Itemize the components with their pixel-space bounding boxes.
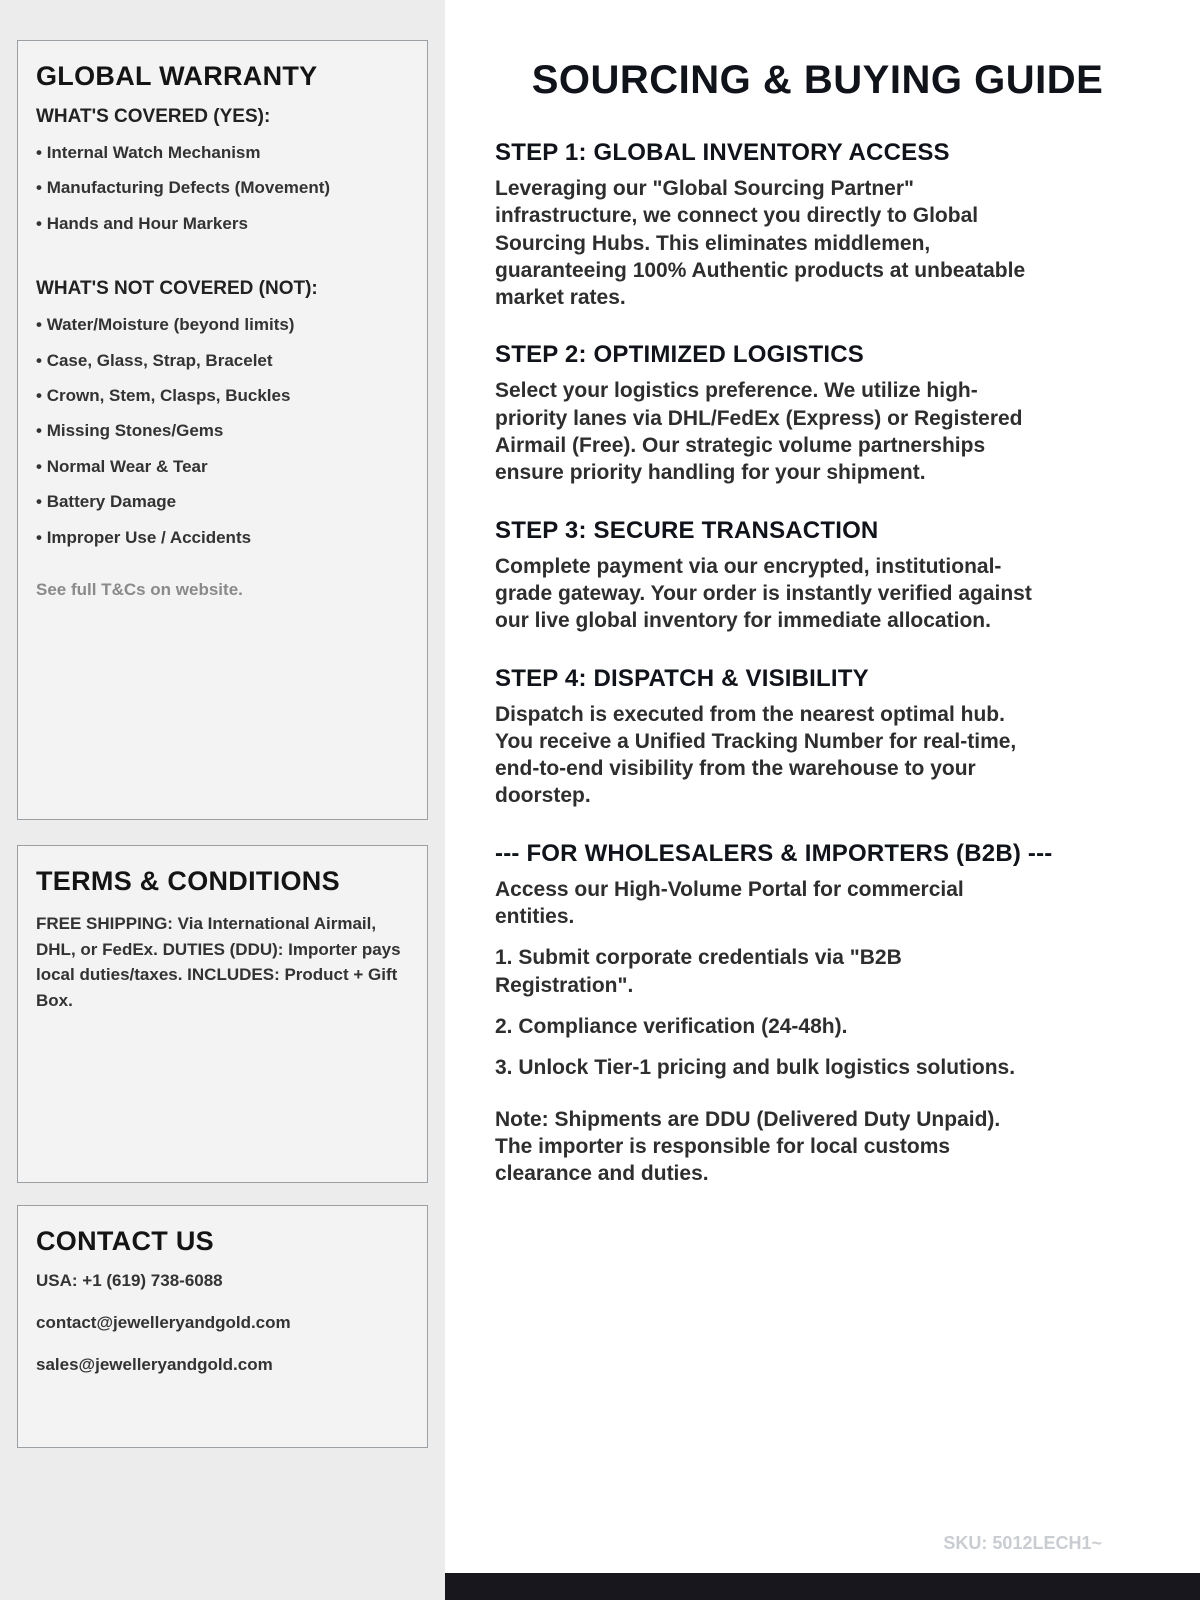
covered-heading: WHAT'S COVERED (YES):	[36, 106, 271, 127]
terms-title: TERMS & CONDITIONS	[36, 866, 340, 896]
section-paragraph: Dispatch is executed from the nearest optimal hub. You receive a Unified Tracking Number for real-time, end-to-end visibility from the warehouse to your doorstep.	[495, 702, 1017, 808]
list-item: • Hands and Hour Markers	[36, 214, 409, 234]
global-warranty-box	[17, 40, 428, 820]
section-paragraph: Leveraging our "Global Sourcing Partner" infrastructure, we connect you directly to Global Sourcing Hubs. This eliminates middlemen, guaranteeing 100% Authentic products at unbeatable market rates.	[495, 177, 1026, 310]
list-item: • Manufacturing Defects (Movement)	[36, 178, 409, 198]
b2b-step-2: 2. Compliance verification (24-48h).	[495, 1014, 848, 1038]
list-item: • Internal Watch Mechanism	[36, 143, 409, 163]
section-b2b	[495, 840, 1140, 1188]
contact-us-box	[17, 1205, 428, 1448]
terms-conditions-box	[17, 845, 428, 1183]
section-step-3	[495, 517, 1140, 635]
contact-email-primary: contact@jewelleryandgold.com	[36, 1313, 291, 1332]
list-item: • Normal Wear & Tear	[36, 457, 409, 477]
b2b-note: Note: Shipments are DDU (Delivered Duty Unpaid). The importer is responsible for local customs clearance and duties.	[495, 1107, 1001, 1186]
list-item: • Water/Moisture (beyond limits)	[36, 315, 409, 335]
contact-email-sales: sales@jewelleryandgold.com	[36, 1355, 273, 1374]
section-heading: STEP 2: OPTIMIZED LOGISTICS	[495, 341, 864, 369]
section-heading: STEP 4: DISPATCH & VISIBILITY	[495, 664, 869, 692]
main-content	[445, 0, 1200, 1600]
warranty-footnote: See full T&Cs on website.	[36, 579, 243, 599]
section-heading: STEP 1: GLOBAL INVENTORY ACCESS	[495, 139, 950, 166]
warranty-title: GLOBAL WARRANTY	[36, 61, 318, 91]
contact-title: CONTACT US	[36, 1226, 214, 1256]
section-paragraph: Select your logistics preference. We utilize high-priority lanes via DHL/FedEx (Express) or Registered Airmail (Free). Our strategic volume partnerships ensure priority handling for your shipment.	[495, 379, 1023, 485]
not-covered-list	[36, 315, 409, 548]
page-title: SOURCING & BUYING GUIDE	[531, 58, 1104, 102]
list-item: • Battery Damage	[36, 492, 409, 512]
sidebar	[0, 0, 445, 1600]
contact-phone: USA: +1 (619) 738-6088	[36, 1271, 223, 1290]
section-paragraph: Complete payment via our encrypted, institutional-grade gateway. Your order is instantly verified against our live global inventory for immediate allocation.	[495, 554, 1032, 633]
sku-label: SKU: 5012LECH1~	[943, 1533, 1102, 1553]
list-item: • Missing Stones/Gems	[36, 421, 409, 441]
b2b-step-1: 1. Submit corporate credentials via "B2B Registration".	[495, 946, 902, 997]
section-step-1	[495, 139, 1140, 311]
b2b-step-3: 3. Unlock Tier-1 pricing and bulk logistics solutions.	[495, 1056, 1016, 1080]
section-heading: --- FOR WHOLESALERS & IMPORTERS (B2B) ---	[495, 839, 1053, 867]
list-item: • Improper Use / Accidents	[36, 528, 409, 548]
list-item: • Case, Glass, Strap, Bracelet	[36, 351, 409, 371]
not-covered-heading: WHAT'S NOT COVERED (NOT):	[36, 278, 318, 300]
section-step-4	[495, 665, 1140, 810]
list-item: • Crown, Stem, Clasps, Buckles	[36, 386, 409, 406]
section-heading: STEP 3: SECURE TRANSACTION	[495, 516, 879, 544]
bottom-bar	[445, 1573, 1200, 1600]
covered-list	[36, 143, 409, 234]
section-step-2	[495, 341, 1140, 486]
b2b-intro: Access our High-Volume Portal for commercial entities.	[495, 877, 964, 929]
terms-body: FREE SHIPPING: Via International Airmail, DHL, or FedEx. DUTIES (DDU): Importer pays local duties/taxes. INCLUDES: Product + Gift Box.	[36, 914, 401, 1010]
